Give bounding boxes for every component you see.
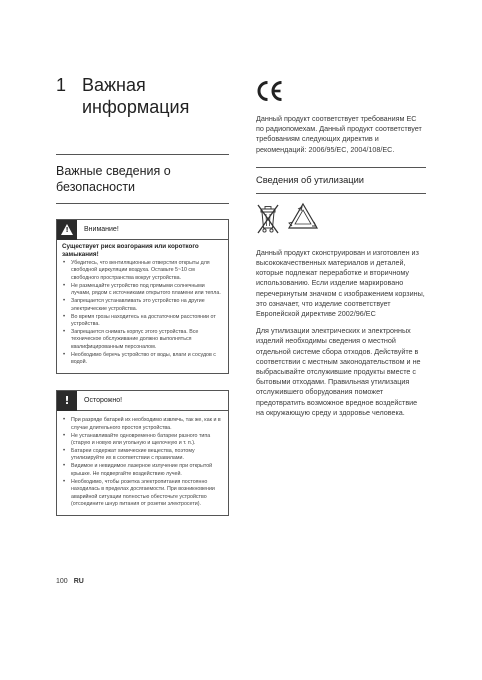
chapter-heading [56, 74, 229, 118]
chapter-title-line2: информация [82, 97, 190, 117]
warning-body [57, 240, 228, 373]
safety-title-line2: безопасности [56, 180, 136, 194]
left-column [56, 74, 229, 516]
warning-list [62, 260, 223, 367]
list-item: • Батареи содержат химические вещества, поэтому утилизируйте их в соответствии с правилами. [62, 448, 223, 463]
safety-title-line1: Важные сведения о [56, 164, 171, 178]
list-item: • Запрещается снимать корпус этого устройства. Все техническое обслуживание должно выполняться квалифицированным персоналом. [62, 329, 223, 351]
list-item: • При разряде батарей их необходимо извлечь, так же, как и в случае длительного простоя устройства. [62, 417, 223, 432]
disposal-paragraph-1: Данный продукт сконструирован и изготовлен из высококачественных материалов и деталей, которые подлежат переработке и вторичному использованию. Если изделие маркировано перечеркнутым значком с изображением корзины, это означает, что изделие соответствует Европейской директиве 2002/96/EC [256, 247, 425, 319]
chapter-title [82, 74, 189, 118]
caution-body [57, 411, 228, 515]
list-item: • Запрещается устанавливать это устройство на другие электрические устройства. [62, 298, 223, 313]
safety-section-title [56, 163, 229, 195]
list-item: • Во время грозы находитесь на достаточном расстоянии от устройства. [62, 314, 223, 329]
list-item: • Убедитесь, что вентиляционные отверстия открыты для свободной циркуляции воздуха. Оставьте 5~10 см свободного пространства вокруг устройства. [62, 260, 223, 282]
list-item: • Видимое и невидимое лазерное излучение при открытой крышке. Не подвергайте воздействию лучей. [62, 463, 223, 478]
crossed-bin-icon [256, 202, 280, 234]
list-item: • Не размещайте устройство под прямыми солнечными лучами, рядом с источниками открытого пламени или тепла. [62, 283, 223, 298]
chapter-title-line1: Важная [82, 75, 146, 95]
right-column [256, 74, 426, 418]
compliance-divider [256, 167, 426, 168]
page-footer [56, 578, 84, 585]
disposal-divider [256, 193, 426, 194]
language-code: RU [73, 578, 84, 585]
caution-box [56, 390, 229, 516]
warning-header [57, 220, 228, 240]
caution-label: Осторожно! [84, 397, 123, 405]
disposal-paragraph-2: Для утилизации электрических и электронных изделий необходимы сведения о местной отдельной системе сбора отходов. Действуйте в соответствии с местным законодательством и не выбрасывайте отслужившие продукты вместе с бытовыми отходами. Правильная утилизация отслужившего оборудования поможет предотвратить возможное вредное воздействие на окружающую среду и здоровье человека. [256, 326, 421, 417]
warning-label: Внимание! [84, 226, 119, 233]
recycle-icon [286, 202, 320, 232]
warning-box [56, 219, 229, 374]
caution-list [62, 417, 223, 508]
chapter-divider [56, 154, 229, 155]
list-item: • Необходимо беречь устройство от воды, влаги и сосудов с водой. [62, 352, 223, 367]
list-item: • Необходимо, чтобы розетка электропитания постоянно находилась в пределах досягаемости. При возникновении аварийной ситуации полностью обесточьте устройство (отсоедините шнур питания от розетки электросети). [62, 479, 223, 509]
ce-compliance-text: Данный продукт соответствует требованиям ЕС по радиопомехам. Данный продукт соответствует требованиям следующих директив и рекомендаций: 2006/95/EC, 2004/108/EC. [256, 114, 422, 154]
disposal-section-title: Сведения об утилизации [256, 174, 364, 185]
list-item: • Не устанавливайте одновременно батареи разного типа (старую и новую или угольную и щелочную и т. п.). [62, 433, 223, 448]
exclamation-icon: ! [57, 391, 77, 411]
page-number: 100 [56, 578, 68, 585]
caution-header [57, 391, 228, 411]
warning-lead: Существует риск возгорания или короткого замыкания! [62, 243, 199, 258]
disposal-icons [256, 202, 426, 238]
warning-triangle-icon [57, 220, 77, 240]
ce-mark-icon [256, 74, 426, 108]
chapter-number: 1 [56, 75, 67, 95]
safety-divider [56, 203, 229, 204]
